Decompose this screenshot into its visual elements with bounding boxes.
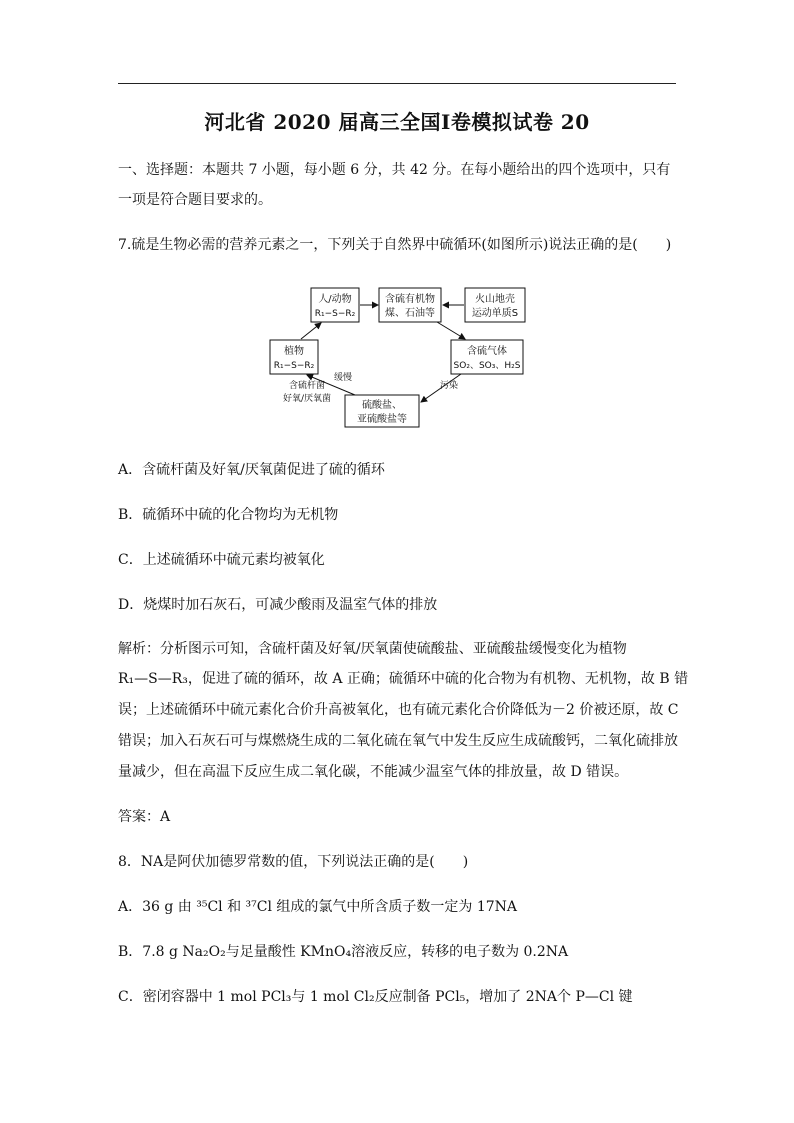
box-salt-l2: 亚硫酸盐等 — [357, 414, 407, 425]
q7-analysis-line1: 解析：分析图示可知，含硫杆菌及好氧/厌氧菌使硫酸盐、亚硫酸盐缓慢变化为植物 — [118, 641, 627, 657]
q8-option-a: A．36 g 由 ³⁵Cl 和 ³⁷Cl 组成的氯气中所含质子数一定为 17NA — [118, 899, 518, 915]
label-slow: 缓慢 — [333, 373, 353, 383]
box-human-l1: 人/动物 — [318, 294, 352, 305]
box-organic-l1: 含硫有机物 — [385, 294, 435, 305]
box-human-l2: R₁−S−R₂ — [314, 309, 356, 319]
q7-analysis-line5: 量减少，但在高温下反应生成二氧化碳，不能减少温室气体的排放量，故 D 错误。 — [118, 764, 629, 780]
box-volcano-l2: 运动单质S — [471, 308, 519, 319]
label-pollution: 污染 — [439, 381, 459, 391]
section-intro-line1: 一、选择题：本题共 7 小题，每小题 6 分，共 42 分。在每小题给出的四个选项中，只有 — [118, 162, 671, 178]
page-title: 河北省 2020 届高三全国Ⅰ卷模拟试卷 20 — [204, 110, 590, 134]
arrow-plant-to-human — [301, 323, 321, 339]
q7-option-c: C．上述硫循环中硫元素均被氧化 — [118, 552, 325, 568]
q7-answer: 答案：A — [118, 809, 171, 825]
q7-option-d: D．烧煤时加石灰石，可减少酸雨及温室气体的排放 — [118, 597, 438, 613]
q7-stem: 7.硫是生物必需的营养元素之一，下列关于自然界中硫循环(如图所示)说法正确的是( ) — [118, 237, 672, 253]
q8-option-c: C．密闭容器中 1 mol PCl₃与 1 mol Cl₂反应制备 PCl₅，增加了 2NA个 P—Cl 键 — [118, 989, 633, 1005]
q7-analysis-line3: 误；上述硫循环中硫元素化合价升高被氧化，也有硫元素化合价降低为－2 价被还原，故 C — [118, 702, 679, 718]
label-bacteria-l2: 好氧/厌氧菌 — [282, 394, 332, 404]
box-gas-l2: SO₂、SO₃、H₂S — [453, 361, 521, 371]
q8-stem: 8．NA是阿伏加德罗常数的值，下列说法正确的是( ) — [118, 854, 469, 870]
q7-analysis-line2: R₁—S—R₃，促进了硫的循环，故 A 正确；硫循环中硫的化合物为有机物、无机物，故 B 错 — [118, 671, 689, 687]
box-volcano-l1: 火山地壳 — [475, 294, 515, 305]
box-plant-l2: R₁−S−R₂ — [273, 361, 315, 371]
q7-option-b: B．硫循环中硫的化合物均为无机物 — [118, 507, 339, 523]
box-gas-l1: 含硫气体 — [467, 346, 507, 357]
box-plant-l1: 植物 — [284, 346, 304, 357]
sulfur-cycle-diagram — [265, 282, 530, 430]
label-bacteria-l1: 含硫杆菌 — [288, 381, 326, 391]
q7-option-a: A．含硫杆菌及好氧/厌氧菌促进了硫的循环 — [118, 462, 385, 478]
header-rule — [118, 83, 676, 84]
box-salt-l1: 硫酸盐、 — [362, 400, 402, 411]
section-intro-line2: 一项是符合题目要求的。 — [118, 192, 272, 208]
box-organic-l2: 煤、石油等 — [385, 308, 435, 319]
arrow-organic-to-gas — [437, 322, 465, 339]
q8-option-b: B．7.8 g Na₂O₂与足量酸性 KMnO₄溶液反应，转移的电子数为 0.2NA — [118, 944, 569, 960]
q7-analysis-line4: 错误；加入石灰石可与煤燃烧生成的二氧化硫在氧气中发生反应生成硫酸钙，二氧化硫排放 — [118, 733, 678, 749]
